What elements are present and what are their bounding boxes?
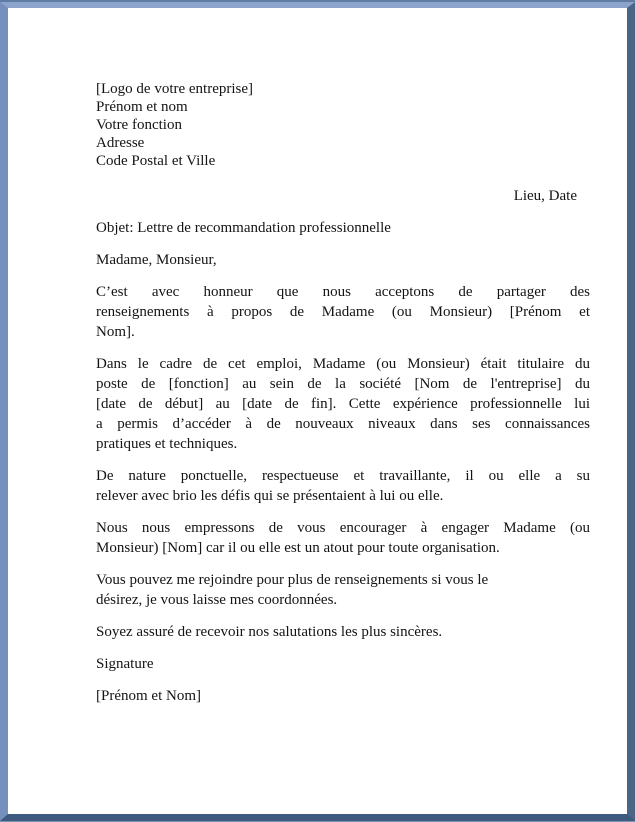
signature-label: Signature xyxy=(96,656,154,672)
paragraph xyxy=(96,518,590,558)
signature-name: [Prénom et Nom] xyxy=(96,688,201,704)
sender-line: Code Postal et Ville xyxy=(96,153,216,169)
paragraph-line: [date de début] au [date de fin]. Cette expérience professionnelle lui xyxy=(96,396,590,412)
date-line: Lieu, Date xyxy=(513,188,577,204)
sender-line: Votre fonction xyxy=(96,117,182,133)
paragraph-line: a permis d’accéder à de nouveaux niveaux dans ses connaissances xyxy=(96,416,590,432)
paragraph xyxy=(96,282,590,342)
closing-line: Soyez assuré de recevoir nos salutations les plus sincères. xyxy=(96,624,443,640)
subject-line: Objet: Lettre de recommandation professionnelle xyxy=(96,220,391,236)
paragraph-line: C’est avec honneur que nous acceptons de partager des xyxy=(96,284,590,300)
letter-content xyxy=(8,8,627,814)
paragraph-line: Nom]. xyxy=(96,324,135,340)
letter-page xyxy=(0,2,635,821)
paragraph-line: Dans le cadre de cet emploi, Madame (ou Monsieur) était titulaire du xyxy=(96,356,590,372)
paragraph-line: pratiques et techniques. xyxy=(96,436,238,452)
paragraph xyxy=(96,466,590,506)
paragraph-line: relever avec brio les défis qui se présentaient à lui ou elle. xyxy=(96,488,444,504)
paragraph-line: désirez, je vous laisse mes coordonnées. xyxy=(96,592,338,608)
sender-line: Adresse xyxy=(96,135,145,151)
paragraph xyxy=(96,570,590,610)
paragraph-line: poste de [fonction] au sein de la société [Nom de l'entreprise] du xyxy=(96,376,590,392)
paragraph-line: Vous pouvez me rejoindre pour plus de renseignements si vous le xyxy=(96,572,489,588)
letter-body xyxy=(96,282,590,610)
paragraph-line: Monsieur) [Nom] car il ou elle est un atout pour toute organisation. xyxy=(96,540,500,556)
sender-address-block xyxy=(96,80,590,170)
salutation: Madame, Monsieur, xyxy=(96,252,217,268)
paragraph-line: renseignements à propos de Madame (ou Monsieur) [Prénom et xyxy=(96,304,590,320)
paragraph-line: De nature ponctuelle, respectueuse et travaillante, il ou elle a su xyxy=(96,468,590,484)
paragraph-line: Nous nous empressons de vous encourager à engager Madame (ou xyxy=(96,520,590,536)
sender-line: Prénom et nom xyxy=(96,99,188,115)
paragraph xyxy=(96,354,590,454)
sender-line: [Logo de votre entreprise] xyxy=(96,81,254,97)
